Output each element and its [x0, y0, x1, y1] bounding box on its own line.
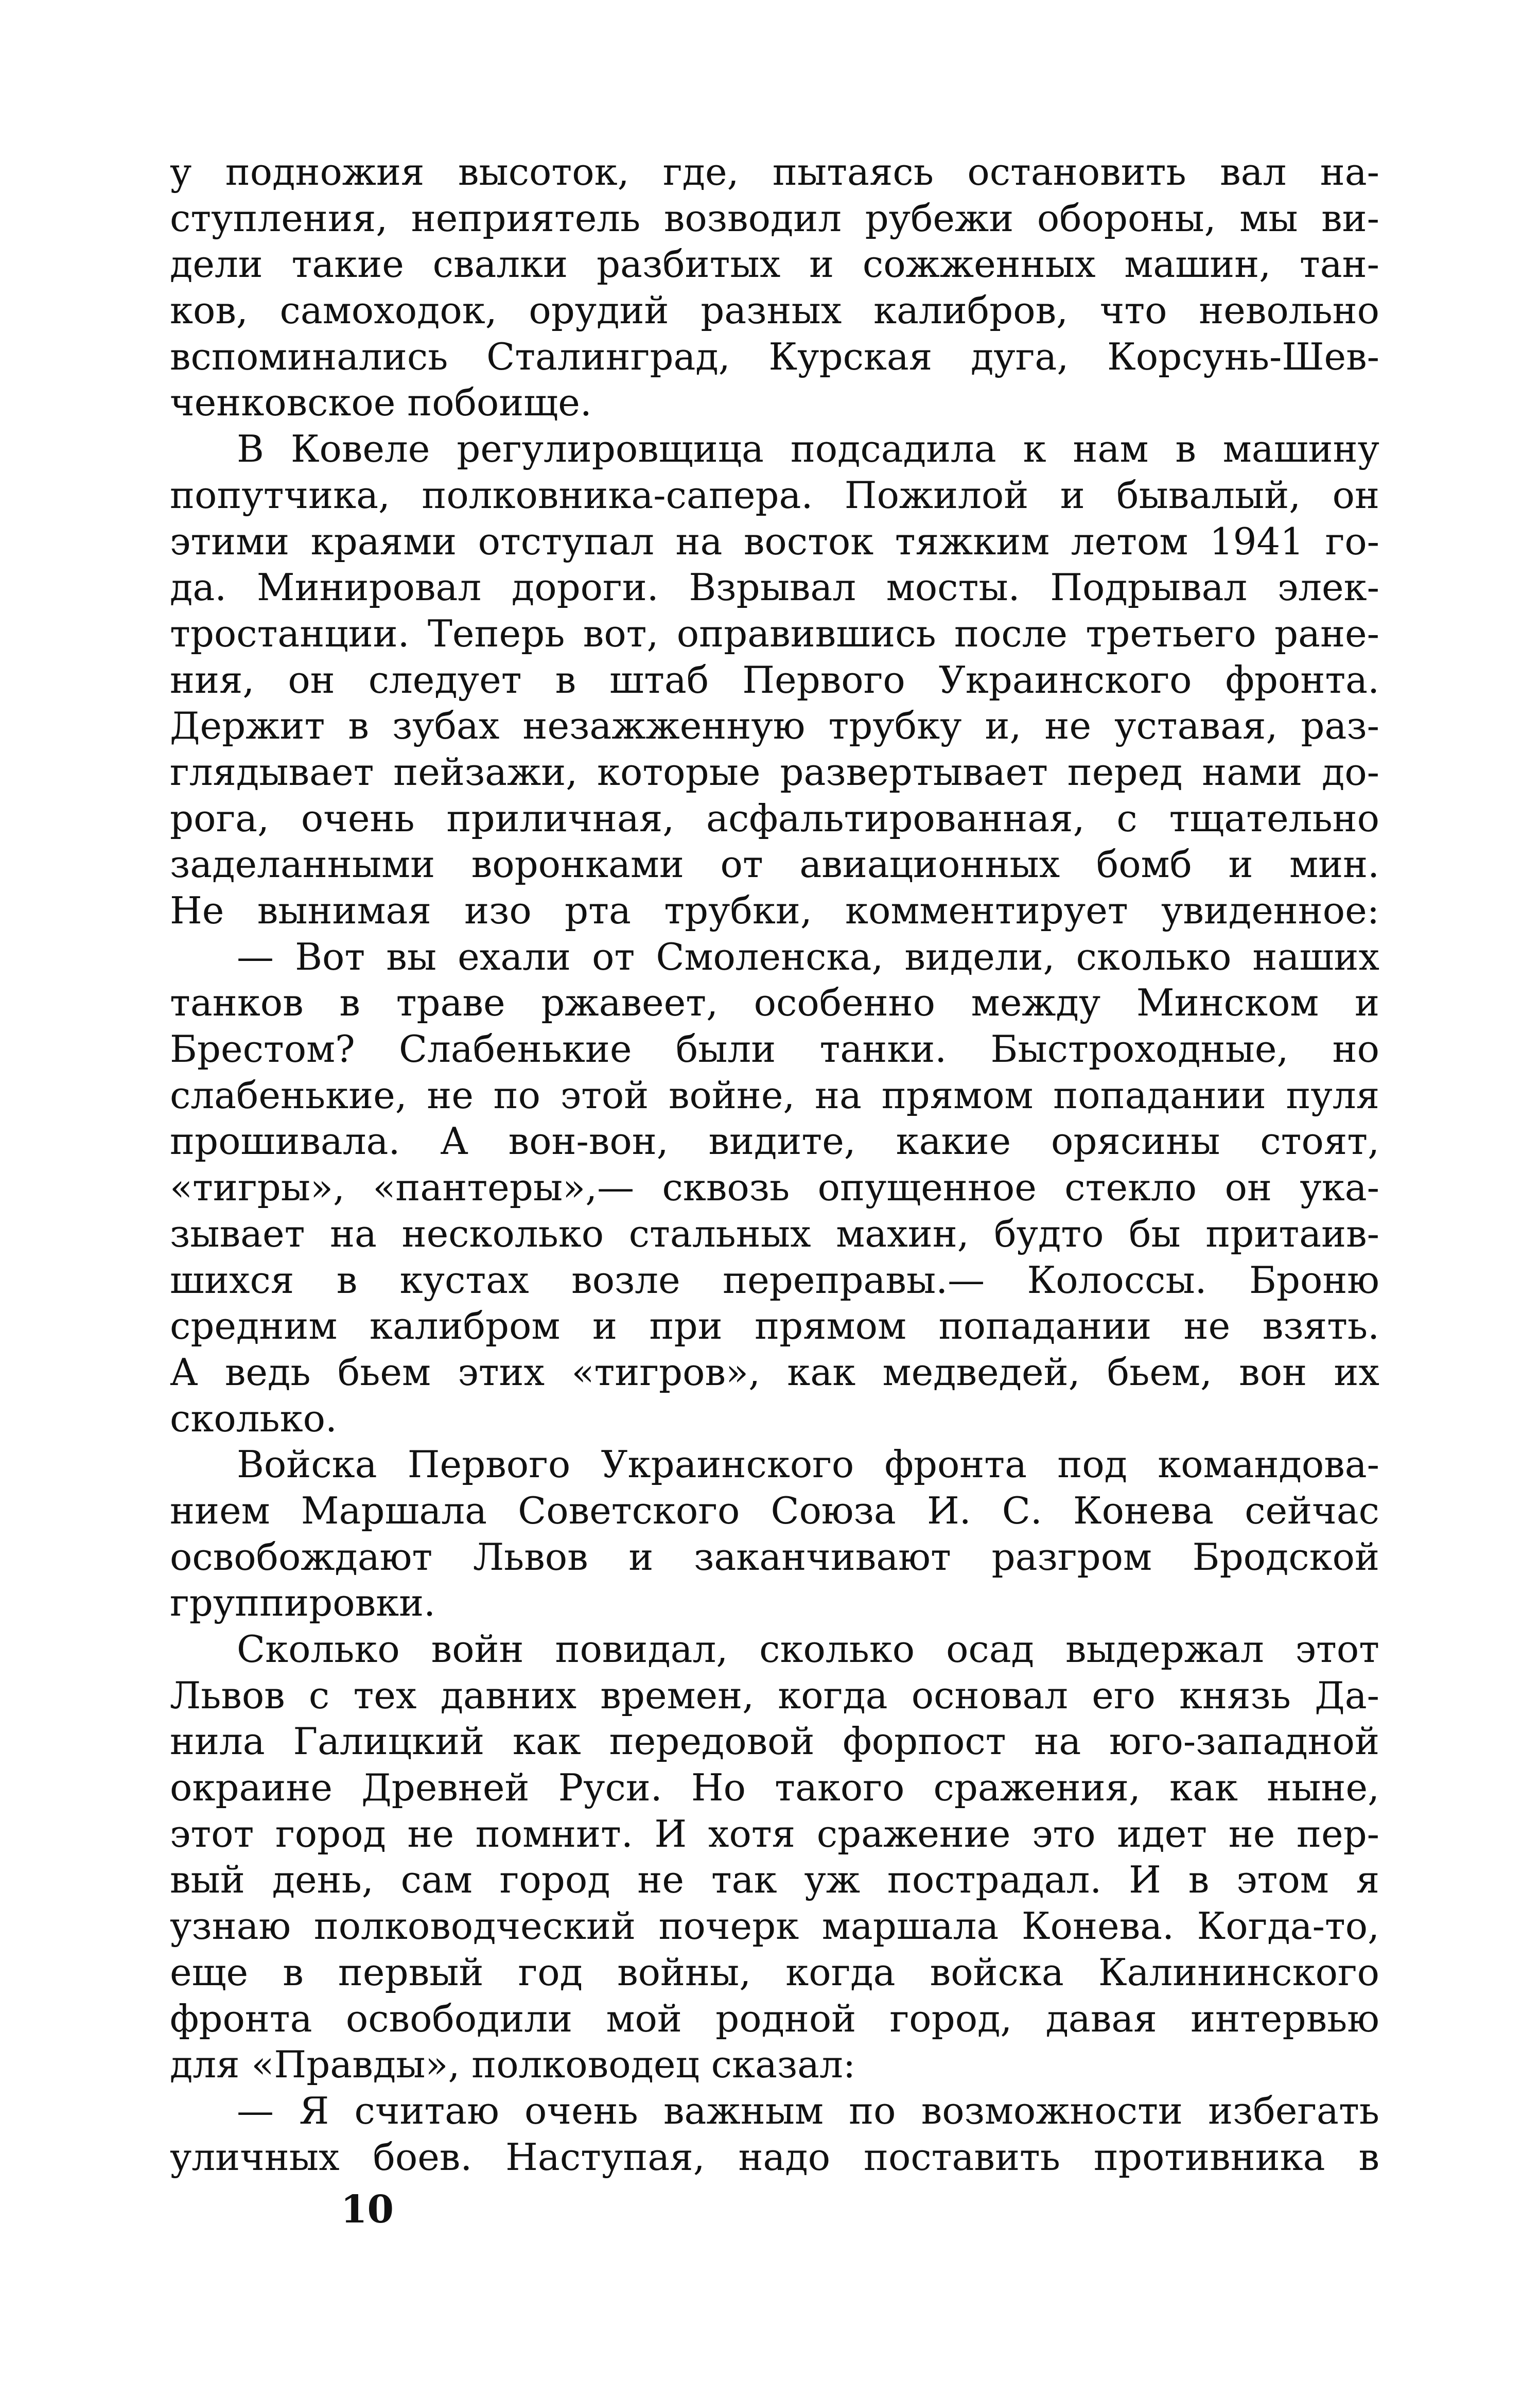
- body-text: [170, 149, 1379, 2180]
- text-line: вый день, сам город не так уж пострадал. И в этом я: [170, 1858, 1379, 1902]
- text-line: сколько.: [170, 1396, 337, 1440]
- text-line: вспоминались Сталинград, Курская дуга, Корсунь-Шев-: [170, 335, 1379, 378]
- text-line: да. Минировал дороги. Взрывал мосты. Подрывал элек-: [170, 566, 1379, 609]
- text-line: ков, самоходок, орудий разных калибров, что невольно: [170, 289, 1379, 332]
- text-line: рога, очень приличная, асфальтированная, с тщательно: [170, 796, 1379, 840]
- text-line: дели такие свалки разбитых и сожженных машин, тан-: [170, 242, 1379, 286]
- text-line: ступления, неприятель возводил рубежи обороны, мы ви-: [170, 196, 1379, 240]
- text-line: глядывает пейзажи, которые развертывает перед нами до-: [170, 750, 1379, 794]
- text-line: еще в первый год войны, когда войска Калининского: [170, 1950, 1379, 1994]
- text-line: этот город не помнит. И хотя сражение это идет не пер-: [170, 1812, 1379, 1855]
- text-line: узнаю полководческий почерк маршала Конева. Когда-то,: [170, 1904, 1379, 1948]
- text-line: этими краями отступал на восток тяжким летом 1941 го-: [170, 519, 1379, 563]
- text-line: группировки.: [170, 1581, 435, 1625]
- text-line: заделанными воронками от авиационных бомб и мин.: [170, 843, 1379, 886]
- text-line: — Вот вы ехали от Смоленска, видели, сколько наших: [237, 935, 1379, 978]
- text-line: нием Маршала Советского Союза И. С. Конева сейчас: [170, 1489, 1379, 1532]
- text-line: Не вынимая изо рта трубки, комментирует увиденное:: [170, 889, 1379, 932]
- text-line: Львов с тех давних времен, когда основал его князь Да-: [170, 1673, 1379, 1717]
- text-line: попутчика, полковника-сапера. Пожилой и бывалый, он: [170, 473, 1379, 517]
- text-line: для «Правды», полководец сказал:: [170, 2043, 856, 2087]
- text-line: В Ковеле регулировщица подсадила к нам в машину: [237, 427, 1379, 471]
- text-line: ченковское побоище.: [170, 381, 592, 425]
- text-line: «тигры», «пантеры»,— сквозь опущенное стекло он ука-: [170, 1166, 1379, 1210]
- text-line: шихся в кустах возле переправы.— Колоссы. Броню: [170, 1258, 1379, 1302]
- text-line: освобождают Львов и заканчивают разгром Бродской: [170, 1535, 1379, 1579]
- text-line: у подножия высоток, где, пытаясь остановить вал на-: [170, 150, 1379, 194]
- text-line: ния, он следует в штаб Первого Украинского фронта.: [170, 658, 1379, 702]
- text-line: зывает на несколько стальных махин, будто бы притаив-: [170, 1212, 1379, 1255]
- text-line: — Я считаю очень важным по возможности избегать: [237, 2089, 1379, 2132]
- text-line: А ведь бьем этих «тигров», как медведей, бьем, вон их: [170, 1350, 1379, 1394]
- text-line: окраине Древней Руси. Но такого сражения, как ныне,: [170, 1766, 1379, 1810]
- text-line: танков в траве ржавеет, особенно между Минском и: [170, 981, 1379, 1025]
- text-line: слабенькие, не по этой войне, на прямом попадании пуля: [170, 1073, 1379, 1117]
- text-line: уличных боев. Наступая, надо поставить противника в: [170, 2135, 1379, 2179]
- text-line: тростанции. Теперь вот, оправившись после третьего ране-: [170, 611, 1379, 655]
- text-line: Держит в зубах незажженную трубку и, не уставая, раз-: [170, 704, 1379, 748]
- text-line: Войска Первого Украинского фронта под командова-: [237, 1443, 1379, 1486]
- text-line: средним калибром и при прямом попадании не взять.: [170, 1304, 1379, 1348]
- page-number: 10: [341, 2187, 394, 2232]
- text-line: фронта освободили мой родной город, давая интервью: [170, 1997, 1379, 2040]
- text-line: Брестом? Слабенькие были танки. Быстроходные, но: [170, 1027, 1379, 1071]
- text-line: нила Галицкий как передовой форпост на юго-западной: [170, 1720, 1379, 1763]
- text-line: прошивала. А вон-вон, видите, какие орясины стоят,: [170, 1119, 1379, 1163]
- text-line: Сколько войн повидал, сколько осад выдержал этот: [237, 1627, 1379, 1671]
